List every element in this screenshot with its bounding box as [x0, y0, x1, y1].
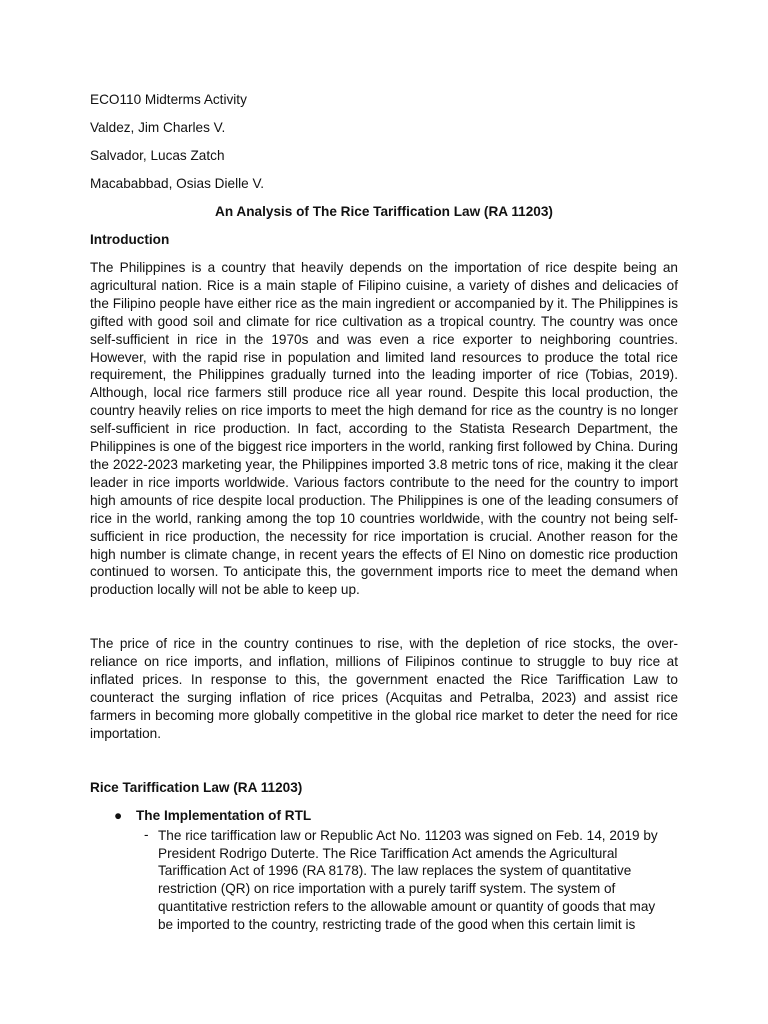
bullet-icon: ● — [114, 807, 123, 823]
introduction-paragraph-1: The Philippines is a country that heavily depends on the importation of rice despite being an agricultural nation. Rice is a main staple of Filipino cuisine, a variety of dishes and delicacies of the Filipino people have either rice as the main ingredient or accompanied by it. The Philippines is gifted with good soil and climate for rice cultivation as a tropical country. The country was once self-sufficient in rice in the 1970s and was even a rice exporter to neighboring countries. However, with the rapid rise in population and limited land resources to produce the total rice requirement, the Philippines gradually turned into the leading importer of rice (Tobias, 2019). Although, local rice farmers still produce rice all year round. Despite this local production, the country heavily relies on rice imports to meet the high demand for rice as the country is no longer self-sufficient in rice production. In fact, according to the Statista Research Department, the Philippines is one of the biggest rice importers in the world, ranking first followed by China. During the 2022-2023 marketing year, the Philippines imported 3.8 metric tons of rice, making it the clear leader in rice imports worldwide. Various factors contribute to the need for the country to import high amounts of rice despite local production. The Philippines is one of the leading consumers of rice in the world, ranking among the top 10 countries worldwide, with the country not being self-sufficient in rice production, the necessity for rice importation is crucial. Another reason for the high number is climate change, in recent years the effects of El Nino on domestic rice production continued to worsen. To anticipate this, the government imports rice to meet the demand when production locally will not be able to keep up. — [90, 260, 678, 598]
section-spacer — [90, 743, 678, 779]
bullet-item — [114, 807, 678, 825]
introduction-paragraph-2: The price of rice in the country continues to rise, with the depletion of rice stocks, the over-reliance on rice imports, and inflation, millions of Filipinos continue to struggle to buy rice at inflated prices. In response to this, the government enacted the Rice Tariffication Law to counteract the surging inflation of rice prices (Acquitas and Petralba, 2023) and assist rice farmers in becoming more globally competitive in the global rice market to deter the need for rice importation. — [90, 636, 678, 741]
author-name-1: Valdez, Jim Charles V. — [90, 120, 226, 135]
paragraph-spacer — [90, 599, 678, 635]
course-name: ECO110 Midterms Activity — [90, 92, 247, 107]
introduction-heading: Introduction — [90, 232, 170, 247]
dash-item-text: The rice tariffication law or Republic Act No. 11203 was signed on Feb. 14, 2019 by President Rodrigo Duterte. The Rice Tariffication Act amends the Agricultural Tariffication Act of 1996 (RA 8178). The law replaces the system of quantitative restriction (QR) on rice importation with a purely tariff system. The system of quantitative restriction refers to the allowable amount or quantity of goods that may be imported to the country, restricting trade of the good when this certain limit is — [158, 827, 658, 933]
document-title: An Analysis of The Rice Tariffication Law (RA 11203) — [215, 204, 553, 219]
author-name-3: Macababbad, Osias Dielle V. — [90, 176, 265, 191]
dash-icon: - — [144, 826, 149, 842]
document-page — [90, 91, 678, 934]
section-heading-rtl: Rice Tariffication Law (RA 11203) — [90, 779, 303, 795]
bullet-text: The Implementation of RTL — [136, 807, 312, 823]
author-name-2: Salvador, Lucas Zatch — [90, 148, 225, 163]
dash-list-item — [144, 827, 678, 934]
